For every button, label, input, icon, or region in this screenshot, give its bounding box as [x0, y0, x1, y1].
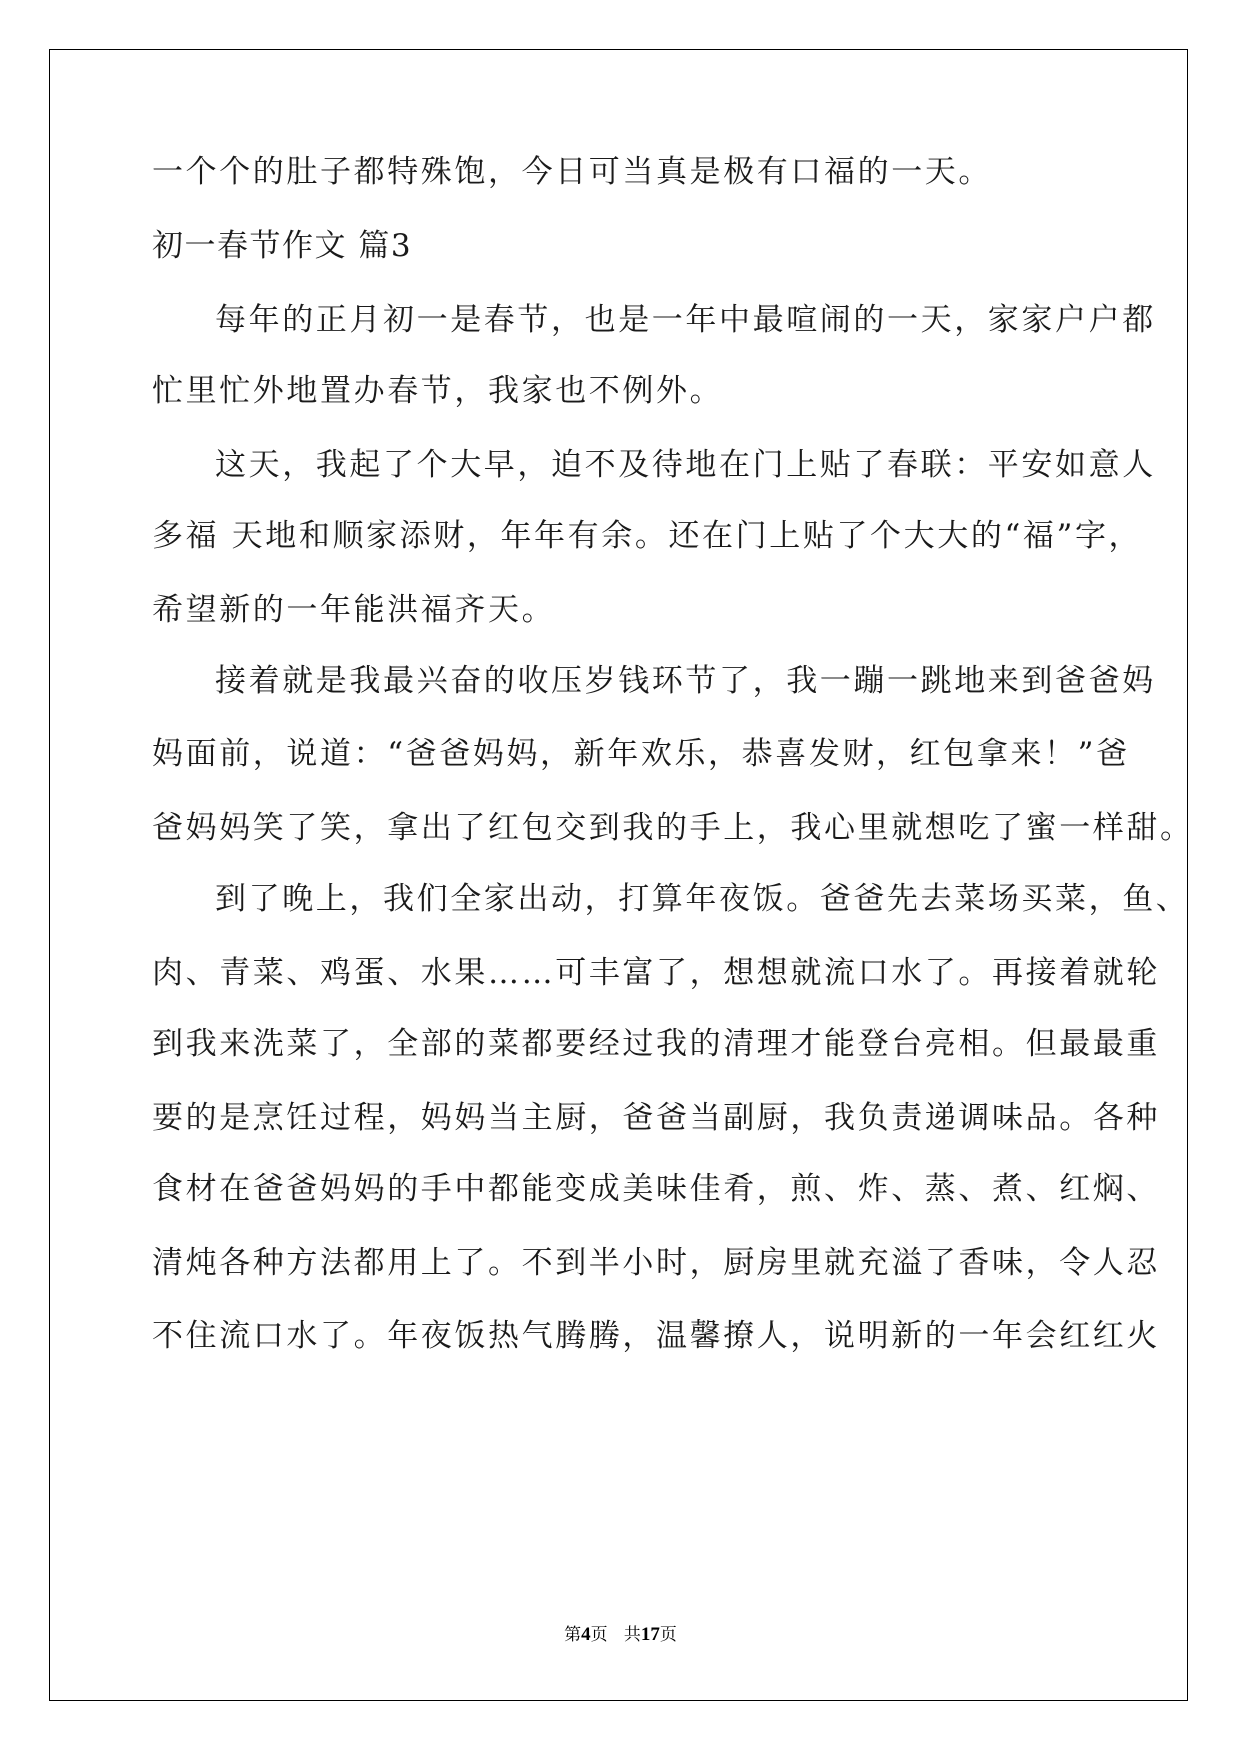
text-line-7: 希望新的一年能洪福齐天。 — [152, 592, 556, 628]
footer-page-label: 页 — [590, 1625, 608, 1645]
text-line-12: 肉、青菜、鸡蛋、水果……可丰富了，想想就流口水了。再接着就轮 — [152, 955, 1160, 991]
footer-current-page: 4 — [581, 1624, 591, 1645]
footer-prefix: 第 — [564, 1625, 582, 1645]
text-line-4: 忙里忙外地置办春节，我家也不例外。 — [152, 373, 724, 409]
text-line-6: 多福 天地和顺家添财，年年有余。还在门上贴了个大大的“福”字， — [152, 518, 1143, 554]
text-line-3: 每年的正月初一是春节，也是一年中最喧闹的一天，家家户户都 — [215, 302, 1156, 338]
page-border — [49, 49, 1188, 1701]
footer-total-label: 页 — [659, 1625, 677, 1645]
text-line-11: 到了晚上，我们全家出动，打算年夜饭。爸爸先去菜场买菜，鱼、 — [215, 881, 1190, 917]
text-line-14: 要的是烹饪过程，妈妈当主厨，爸爸当副厨，我负责递调味品。各种 — [152, 1100, 1160, 1136]
text-line-17: 不住流口水了。年夜饭热气腾腾，温馨撩人，说明新的一年会红红火 — [152, 1318, 1160, 1354]
footer-total-pages: 17 — [640, 1624, 660, 1645]
section-heading: 初一春节作文 篇3 — [152, 228, 413, 264]
text-line-8: 接着就是我最兴奋的收压岁钱环节了，我一蹦一跳地来到爸爸妈 — [215, 663, 1156, 699]
page-footer — [0, 1624, 1241, 1646]
text-line-16: 清炖各种方法都用上了。不到半小时，厨房里就充溢了香味，令人忍 — [152, 1245, 1160, 1281]
text-line-13: 到我来洗菜了，全部的菜都要经过我的清理才能登台亮相。但最最重 — [152, 1026, 1160, 1062]
text-line-15: 食材在爸爸妈妈的手中都能变成美味佳肴，煎、炸、蒸、煮、红焖、 — [152, 1171, 1160, 1207]
text-line-1: 一个个的肚子都特殊饱，今日可当真是极有口福的一天。 — [152, 154, 992, 190]
text-line-10: 爸妈妈笑了笑，拿出了红包交到我的手上，我心里就想吃了蜜一样甜。 — [152, 810, 1194, 846]
footer-total-prefix: 共 — [623, 1625, 641, 1645]
text-line-5: 这天，我起了个大早，迫不及待地在门上贴了春联：平安如意人 — [215, 447, 1156, 483]
text-line-9: 妈面前，说道：“爸爸妈妈，新年欢乐，恭喜发财，红包拿来！”爸 — [152, 736, 1130, 772]
